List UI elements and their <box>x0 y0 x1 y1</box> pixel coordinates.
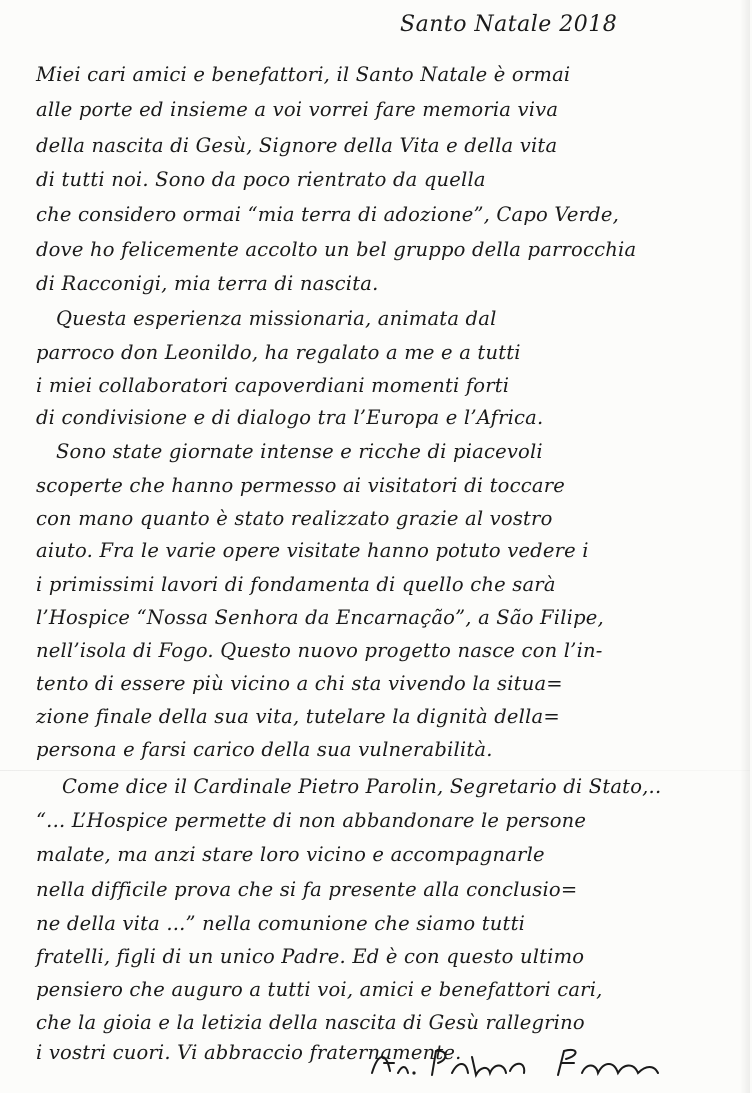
letter-line: i miei collaboratori capoverdiani momenti forti <box>36 374 510 397</box>
letter-line: Questa esperienza missionaria, animata dal <box>56 307 497 330</box>
letter-line: persona e farsi carico della sua vulnerabilità. <box>36 738 493 761</box>
letter-line: scoperte che hanno permesso ai visitatori di toccare <box>36 474 565 497</box>
letter-line: tento di essere più vicino a chi sta vivendo la situa= <box>36 672 563 695</box>
signature-scribble-icon <box>368 1043 688 1083</box>
letter-line: di Racconigi, mia terra di nascita. <box>36 272 379 295</box>
letter-line: di condivisione e di dialogo tra l’Europa e l’Africa. <box>36 406 544 429</box>
letter-line: aiuto. Fra le varie opere visitate hanno potuto vedere i <box>36 539 589 562</box>
letter-line: zione finale della sua vita, tutelare la dignità della= <box>36 705 560 728</box>
letter-line: che considero ormai “mia terra di adozione”, Capo Verde, <box>36 203 619 226</box>
letter-line: che la gioia e la letizia della nascita di Gesù rallegrino <box>36 1011 585 1034</box>
letter-line: nell’isola di Fogo. Questo nuovo progetto nasce con l’in- <box>36 639 603 662</box>
letter-line: Miei cari amici e benefattori, il Santo Natale è ormai <box>36 63 571 86</box>
letter-line: ne della vita ...” nella comunione che siamo tutti <box>36 912 526 935</box>
letter-line: con mano quanto è stato realizzato grazie al vostro <box>36 507 553 530</box>
letter-line: nella difficile prova che si fa presente alla conclusio= <box>36 878 578 901</box>
letter-line: malate, ma anzi stare loro vicino e accompagnarle <box>36 843 545 866</box>
letter-line: dove ho felicemente accolto un bel gruppo della parrocchia <box>36 238 637 261</box>
paper-edge-shadow <box>740 0 750 1093</box>
letter-line: parroco don Leonildo, ha regalato a me e a tutti <box>36 341 521 364</box>
letter-line: i vostri cuori. Vi abbraccio fraternamente. <box>36 1041 462 1064</box>
letter-line: l’Hospice “Nossa Senhora da Encarnação”, a São Filipe, <box>36 606 604 629</box>
letter-line: pensiero che auguro a tutti voi, amici e benefattori cari, <box>36 978 603 1001</box>
paper-fold-line <box>0 770 750 771</box>
letter-line: di tutti noi. Sono da poco rientrato da quella <box>36 168 486 191</box>
letter-line: alle porte ed insieme a voi vorrei fare memoria viva <box>36 98 559 121</box>
handwritten-signature <box>368 1043 688 1083</box>
letter-line: Sono state giornate intense e ricche di piacevoli <box>56 440 543 463</box>
letter-line: i primissimi lavori di fondamenta di quello che sarà <box>36 573 556 596</box>
letter-date: Santo Natale 2018 <box>400 12 618 37</box>
letter-line: Come dice il Cardinale Pietro Parolin, Segretario di Stato,.. <box>62 775 662 798</box>
letter-line: fratelli, figli di un unico Padre. Ed è con questo ultimo <box>36 945 585 968</box>
letter-line: della nascita di Gesù, Signore della Vita e della vita <box>36 134 558 157</box>
letter-line: “... L’Hospice permette di non abbandonare le persone <box>36 809 587 832</box>
